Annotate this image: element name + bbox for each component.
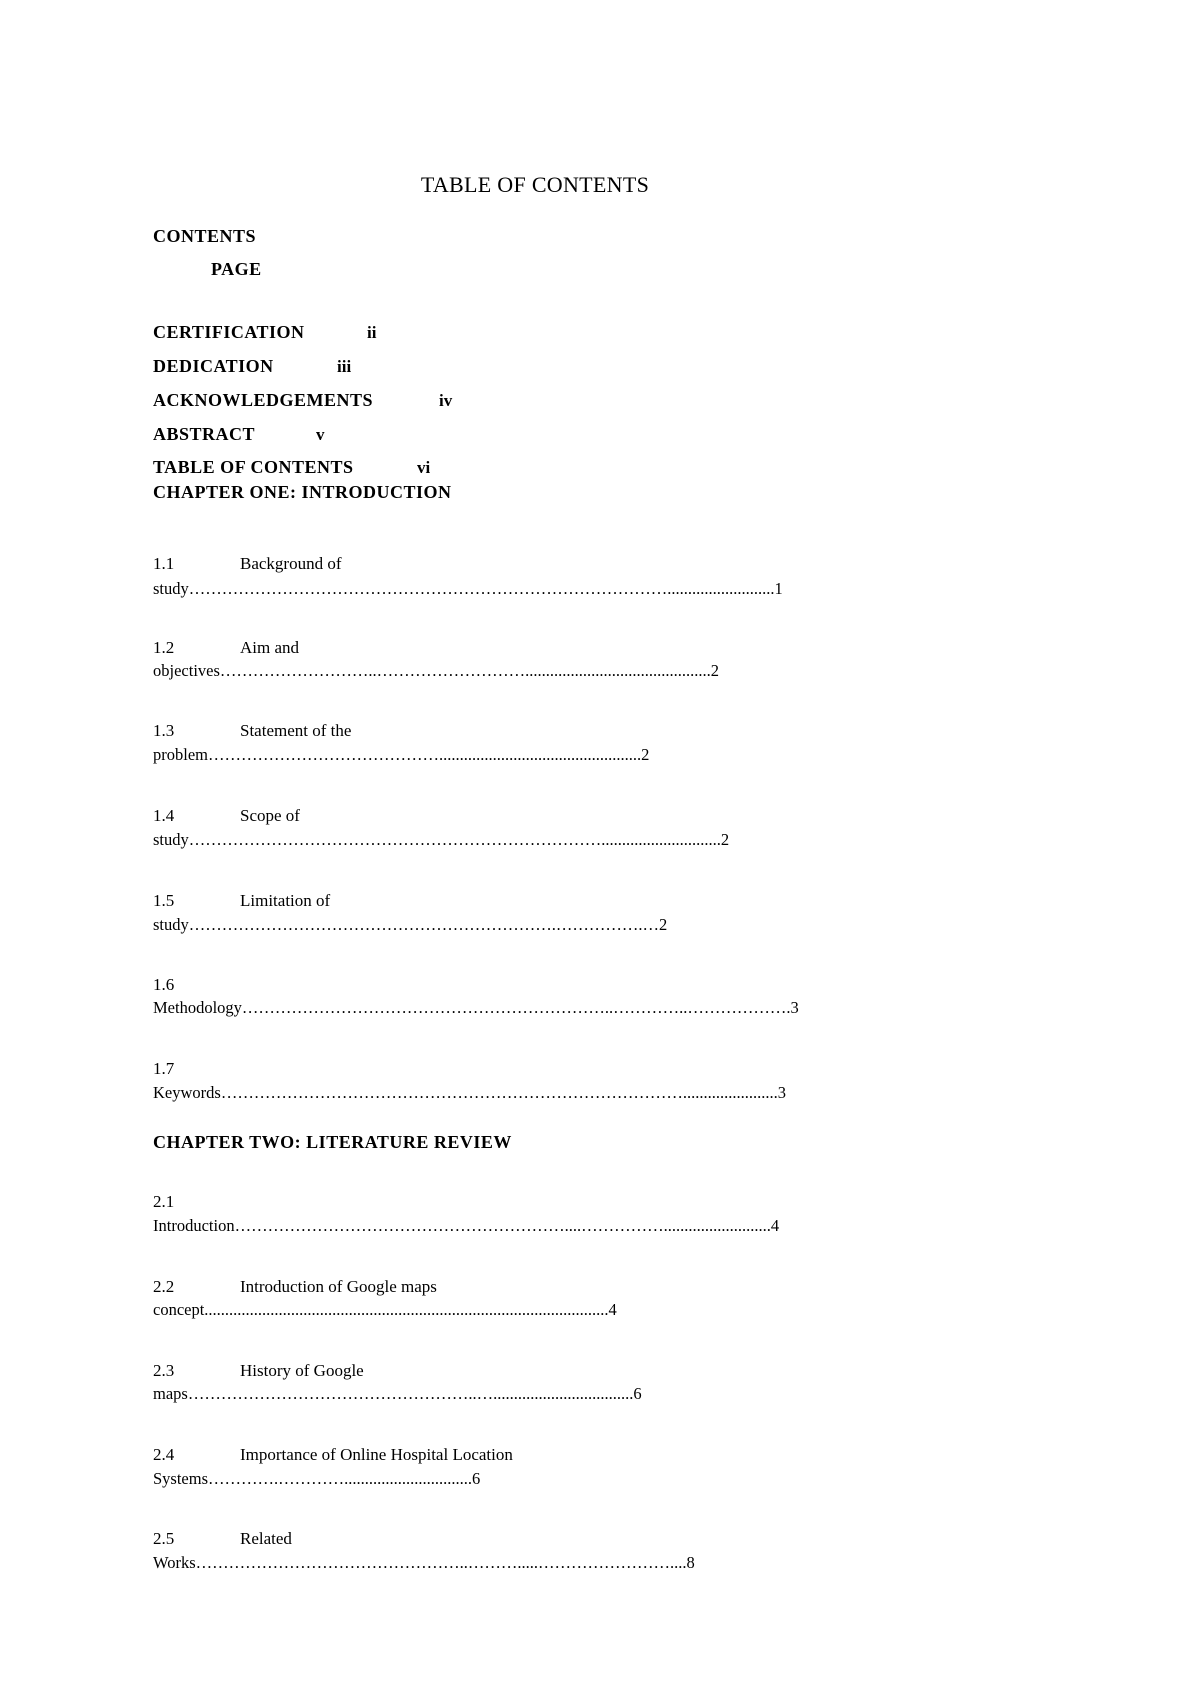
contents-header: CONTENTS [153,226,257,246]
chapter-two-heading: CHAPTER TWO: LITERATURE REVIEW [153,1132,512,1152]
toc-entry-leader: study………………………………………………………………….............................2 [153,830,730,849]
toc-entry-leader: study………………………………………………………….…………….…2 [153,915,668,934]
toc-entry-number: 1.6 [153,975,175,994]
toc-entry-number: 1.2 [153,638,175,657]
front-matter-certification-label: CERTIFICATION [153,322,305,342]
front-matter-acknowledgements-page: iv [439,391,453,410]
front-matter-toc-page: vi [417,458,431,477]
front-matter-abstract-page: v [316,425,325,444]
toc-entry-title: Related [240,1529,292,1548]
toc-entry-title: Statement of the [240,721,352,740]
toc-entry-leader: Keywords………………………………………………………………………….......................3 [153,1083,786,1102]
front-matter-dedication-page: iii [337,357,352,376]
page-header: PAGE [211,259,262,279]
toc-entry-number: 1.4 [153,806,175,825]
toc-entry-leader: concept..................................................................................................4 [153,1300,617,1319]
toc-entry-number: 2.2 [153,1277,175,1296]
toc-entry-number: 2.1 [153,1192,175,1211]
front-matter-toc-label: TABLE OF CONTENTS [153,457,354,477]
front-matter-acknowledgements-label: ACKNOWLEDGEMENTS [153,390,374,410]
toc-entry-title: History of Google [240,1361,364,1380]
toc-entry-number: 2.4 [153,1445,175,1464]
front-matter-abstract-label: ABSTRACT [153,424,256,444]
toc-entry-number: 1.1 [153,554,175,573]
page-title: TABLE OF CONTENTS [420,172,650,197]
toc-entry-number: 2.5 [153,1529,175,1548]
front-matter-dedication-label: DEDICATION [153,356,274,376]
toc-entry-title: Limitation of [240,891,331,910]
toc-entry-number: 1.7 [153,1059,175,1078]
chapter-one-heading: CHAPTER ONE: INTRODUCTION [153,482,452,502]
toc-entry-number: 1.5 [153,891,175,910]
toc-entry-leader: study……………………………………………………………………………..........................1 [153,579,783,598]
toc-entry-number: 1.3 [153,721,175,740]
toc-entry-title: Background of [240,554,342,573]
toc-entry-leader: problem…………………………………….................................................2 [153,745,650,764]
toc-entry-leader: Systems………….…………...............................6 [153,1469,481,1488]
toc-entry-leader: Works…………………………………………..……….....……………………....8 [153,1553,695,1572]
front-matter-certification-page: ii [367,323,377,342]
toc-entry-leader: Introduction……………………………………………………....……………..........................4 [153,1216,780,1235]
toc-entry-leader: objectives………………………..……………………….............................................2 [153,661,720,680]
toc-entry-leader: Methodology…………………………………………………………..…………..……………….3 [153,998,799,1017]
toc-entry-number: 2.3 [153,1361,175,1380]
toc-entry-title: Importance of Online Hospital Location [240,1445,513,1464]
toc-entry-leader: maps……………………………………………..…..................................6 [153,1384,642,1403]
toc-entry-title: Scope of [240,806,300,825]
toc-entry-title: Aim and [240,638,300,657]
toc-entry-title: Introduction of Google maps [240,1277,437,1296]
